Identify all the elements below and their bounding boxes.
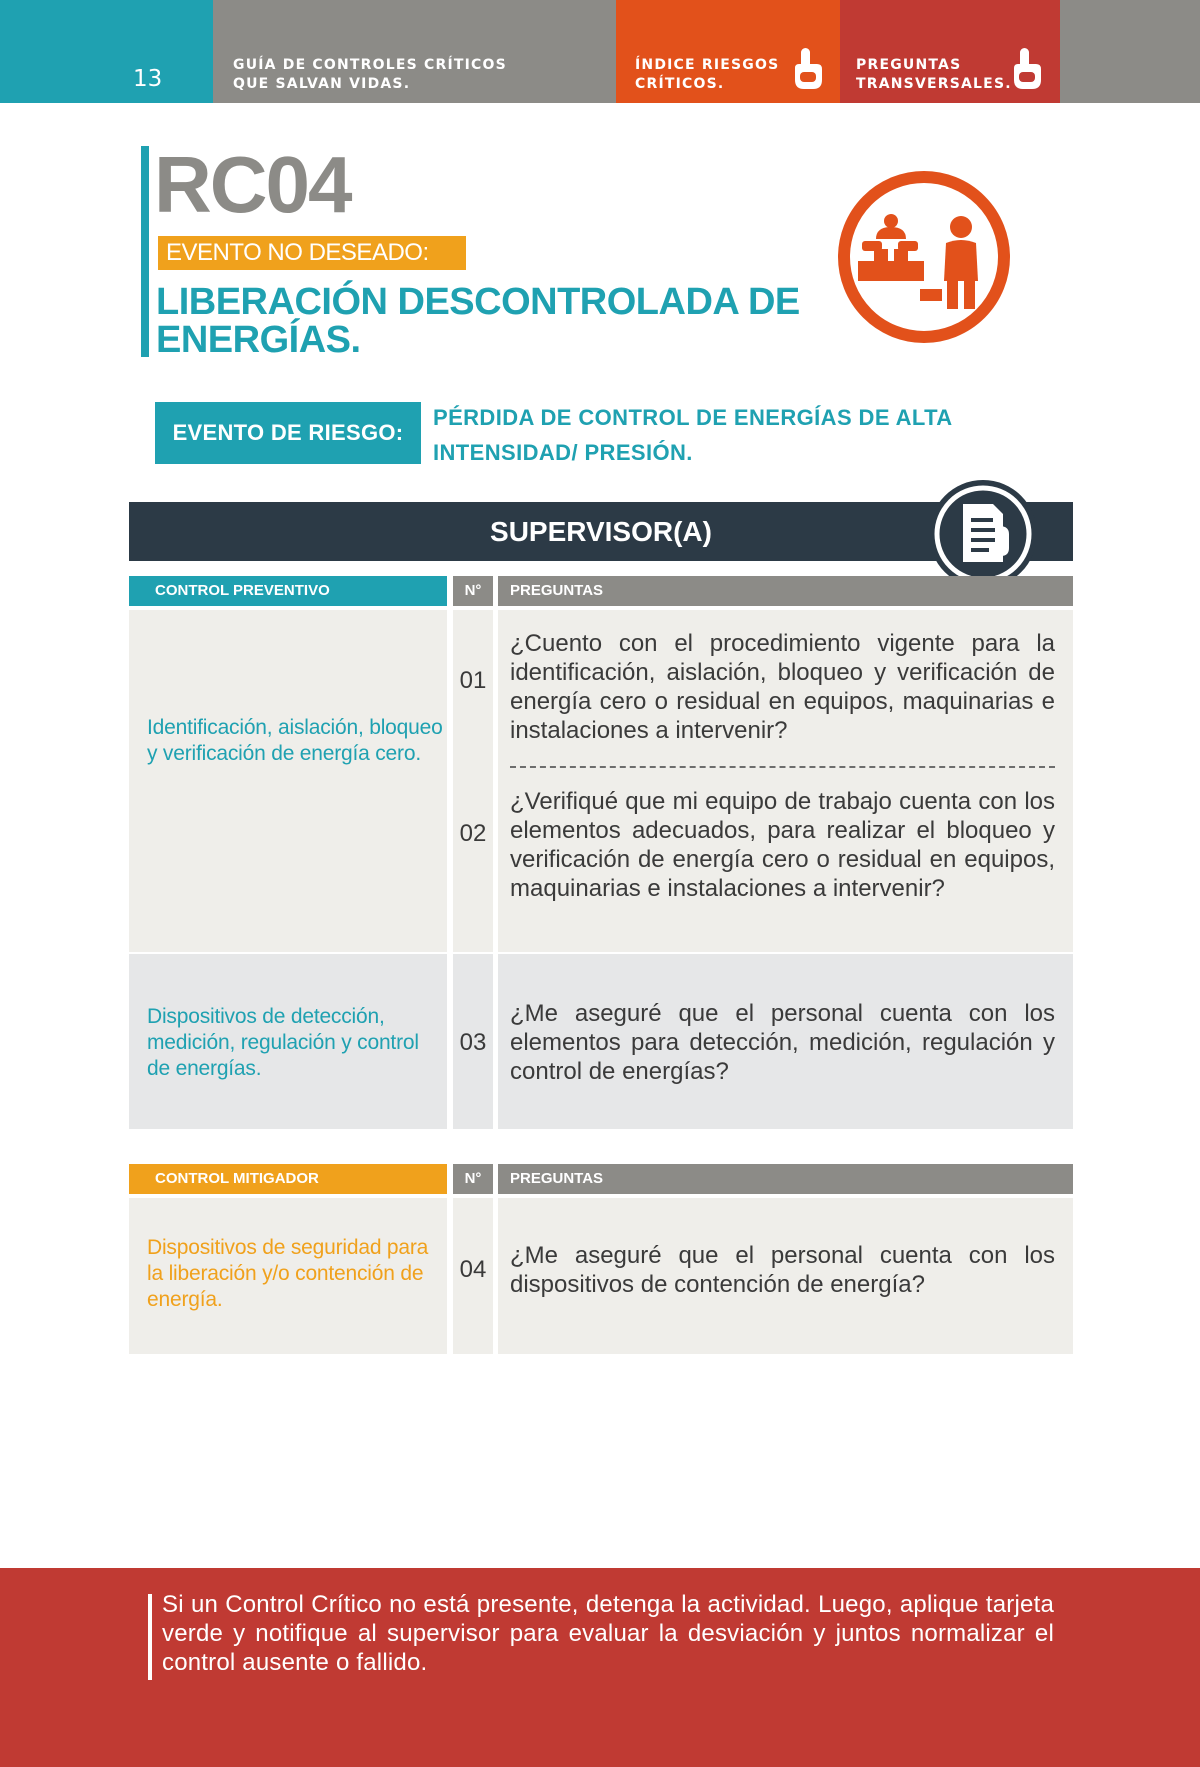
mitigating-control-name: Dispositivos de seguridad para la liberación y/o contención de energía. bbox=[147, 1236, 429, 1311]
questions-column-header: PREGUNTAS bbox=[498, 576, 1073, 606]
question-number: 01 bbox=[459, 667, 487, 694]
hand-pointer-icon[interactable] bbox=[1010, 46, 1044, 92]
pressure-valve-worker-icon bbox=[836, 169, 1012, 345]
hand-pointer-icon[interactable] bbox=[791, 46, 825, 92]
question-text: ¿Verifiqué que mi equipo de trabajo cuenta con los elementos adecuados, para realizar el bloqueo y verificación de energía cero o residual en equipos, maquinarias e instalaciones a intervenir? bbox=[510, 788, 1055, 902]
risk-event-label: EVENTO DE RIESGO: bbox=[155, 402, 421, 464]
question-text: ¿Me aseguré que el personal cuenta con los elementos para detección, medición, regulación y control de energías? bbox=[510, 1000, 1055, 1085]
questions-column-header: PREGUNTAS bbox=[498, 1164, 1073, 1194]
preventive-control-name: Dispositivos de detección, medición, regulación y control de energías. bbox=[147, 1005, 419, 1080]
question-number: 02 bbox=[459, 820, 487, 847]
guide-title-label: GUÍA DE CONTROLES CRÍTICOS QUE SALVAN VIDAS. bbox=[233, 57, 507, 92]
table-row bbox=[129, 610, 447, 952]
clipboard-document-icon bbox=[925, 476, 1041, 592]
question-text: ¿Me aseguré que el personal cuenta con los dispositivos de contención de energía? bbox=[510, 1242, 1055, 1298]
page-number-tab bbox=[0, 0, 213, 103]
number-column-header: N° bbox=[453, 576, 493, 606]
risk-event-text: PÉRDIDA DE CONTROL DE ENERGÍAS DE ALTA INTENSIDAD/ PRESIÓN. bbox=[433, 405, 952, 465]
role-title: SUPERVISOR(A) bbox=[490, 516, 712, 547]
footer-accent-bar bbox=[148, 1594, 152, 1680]
question-divider bbox=[510, 766, 1055, 768]
question-number: 03 bbox=[459, 1029, 487, 1056]
mitigating-control-header: CONTROL MITIGADOR bbox=[129, 1164, 447, 1194]
title-accent-bar bbox=[141, 146, 149, 357]
number-column-header: N° bbox=[453, 1164, 493, 1194]
question-number: 04 bbox=[459, 1256, 487, 1283]
critical-risks-index-label: ÍNDICE RIESGOS CRÍTICOS. bbox=[635, 57, 780, 92]
risk-code: RC04 bbox=[154, 140, 351, 229]
undesired-event-label: EVENTO NO DESEADO: bbox=[158, 236, 466, 270]
page-number: 13 bbox=[133, 66, 163, 92]
footer-notice-text: Si un Control Crítico no está presente, detenga la actividad. Luego, aplique tarjeta verde y notifique al supervisor para evaluar la desviación y juntos normalizar el control ausente o fallido. bbox=[162, 1591, 1054, 1676]
undesired-event-title: LIBERACIÓN DESCONTROLADA DE ENERGÍAS. bbox=[156, 281, 800, 361]
table-cell bbox=[453, 610, 493, 952]
question-text: ¿Cuento con el procedimiento vigente para la identificación, aislación, bloqueo y verificación de energía cero o residual en equipos, maquinarias e instalaciones a intervenir? bbox=[510, 630, 1055, 744]
nav-spacer bbox=[1060, 0, 1200, 103]
preventive-control-header: CONTROL PREVENTIVO bbox=[129, 576, 447, 606]
preventive-control-name: Identificación, aislación, bloqueo y verificación de energía cero. bbox=[147, 716, 443, 765]
top-navigation-bar bbox=[0, 0, 1200, 103]
transversal-questions-label: PREGUNTAS TRANSVERSALES. bbox=[856, 57, 1012, 92]
